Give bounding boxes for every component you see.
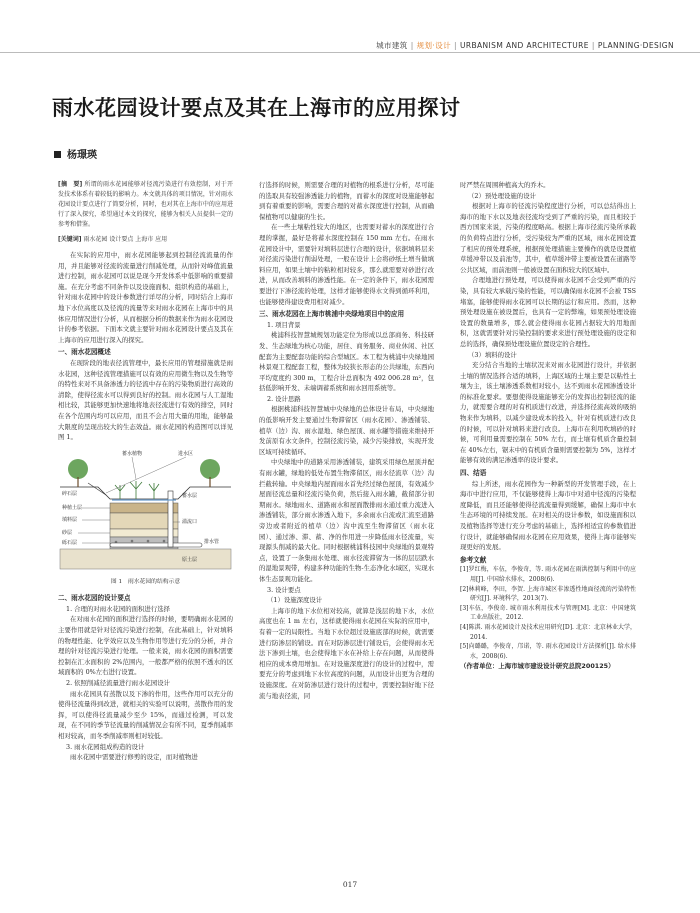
- keywords-label: [关键词]: [58, 236, 82, 243]
- reference-item: [4]陈淇. 雨水花园设计及技术应用研究[D]. 北京：北京林业大学，2014.: [460, 623, 636, 641]
- section-3-3-1-title: （1）设施深度设计: [267, 596, 323, 605]
- section-3-2-title: 2. 设计思路: [267, 394, 301, 403]
- section-3-title: 三、雨水花园在上海市桃浦中央绿地项目中的应用: [259, 310, 405, 319]
- col2-paragraph-4: 上海市的地下水位相对较高，就算是浅层的地下水，水位高度也在 1 m 左右，这样就使得雨水花园在实际的应用中，有着一定的局限性。当地下水位超过设施底部的时候，就需要进行防渗层的铺设。而在对防渗层进行铺设后，会使得雨水无法下渗到土壤，也会使得地下水在补给上存在问题，从而使得相应的成本费用增加。在对设施深度进行的设计的过程中，需要充分的考虑到地下水位高度的问题，从而设计出更为合理的设施深度。在对防渗层进行设计的过程中，需要控制好地下径流与地表径流，同: [259, 606, 434, 700]
- label-plants: 蓄水植物: [122, 450, 143, 457]
- inlet-arrow: [88, 483, 106, 495]
- label-gravel-top: 碎石层: [62, 490, 78, 497]
- col3-subtitle-2: （2）预处理设施的设计: [468, 191, 536, 200]
- rain-garden-svg: [58, 447, 233, 575]
- author-name: 杨璟瑛: [67, 150, 97, 161]
- col3-paragraph-5: 综上所述，雨水花园作为一种新型的开发管理手段，在上海市中进行应用，不仅能够使得上海市中对道中径流的污染程度降低，而且还能够使得径流流量得到缓解，确保上海市中水生态环境的可持续发展。在对相关的设计参数，如设施面积以及植物选择等进行充分考虑的基础上，选择相适宜的参数值进行设计，就能够确保雨水花园在应用效果，使得上海市能够实现更好的发展。: [460, 479, 636, 552]
- section-2-2-title: 2. 依照削减径流量进行雨水花园设计: [66, 679, 170, 688]
- col2-paragraph-3: 中央绿地中的道路采用渗透铺装，建筑采用绿色屋顶并配有雨水罐，绿地的低处布置生物滞留区，雨水径流草（边）沟拦截转输。中央绿地内屋面雨水首先经过绿色屋顶，有效减少屋面径流总量和径流污染负荷，然后接入雨水罐，截留部分初期雨水。绿地雨水、道路雨水和屋面散排雨水通过重力流进入渗透铺装，部分雨水渗透入地下，多余雨水自流或汇流至道路旁边或者附近的植草（边）沟中流至生物滞留区（雨水花园）、通过渗、滞、蓄、净的作用进一步降低雨水径流量，实现源头削减的最大化。同时根据桃浦科技园中央绿地的景观特点，设置了一条集雨水处理、雨水径流滞留为一体的层层跌水的湿地景观带，构建多种功能的生物-生态净化水域区，实现水体生态景观功能化。: [259, 458, 434, 583]
- section-1-text: 在现阶段的地表径流管理中，最长应用的管理措施就是雨水花园，这种径流管理措施可以有效的应用微生物以及生物等的特性来对不具备渗透力的径流中存在的污染物质进行高效的清除，使得径流水可以得到良好的控制。雨水花园与人工湿地相比较，其能够更加快速地将地表径流进行有效的排空，同时在各个范围内均可以应用，而且不会占用大量的用地，能够最大限度的呈现出较大的生态效益。雨水花园的构造图可以详见图 1。: [58, 358, 233, 442]
- label-fill: 填料层: [62, 516, 78, 523]
- abstract-label: [摘 要]: [58, 181, 83, 188]
- label-sand: 砂层: [62, 529, 73, 536]
- section-1-title: 一、雨水花园概述: [58, 348, 111, 357]
- section-2-1-text: 在对雨水花园的面积进行选择的时候，要明确雨水花园的主要作用就是针对径流污染进行控制，在此基础上，针对填料的物理性能、化学效应以及生物作用等进行充分的分析，并合理的针对径流污染进行处理。一般来说，雨水花园的面积需要控制在汇水面积的 2%范围内，一般都严格的依照不透水的区域面积的 0%左右进行设置。: [58, 615, 233, 677]
- figure-caption: 图 1 雨水花园的结构示意: [110, 578, 181, 585]
- overflow-pipe: [168, 491, 173, 547]
- references-title: 参考文献: [460, 555, 487, 564]
- column-1: [58, 180, 233, 763]
- abstract-text: 所谓的雨水花园能够对径流污染进行有效控制，对于开发技术体系有着较低的影响力。本文就具体的项目情况，针对雨水花园设计要点进行了简要分析，同时，也对其在上海市中的应用进行了深入探究，希望通过本文的探究，能够为相关人员提供一定的参考和借鉴。: [58, 181, 233, 228]
- author-affiliation: （作者单位：上海市城市建设设计研究总院200125）: [460, 662, 615, 671]
- reference-item: [5]向璐璐，李俊奇，邝诺，等. 雨水花园设计方法探析[J]. 给水排水，2008(6).: [460, 643, 636, 660]
- figure-rain-garden-diagram: [58, 447, 233, 575]
- col2-paragraph-1: 行选择的时候，则需要合理的对植物的根系进行分析，尽可能的选取具有较强渗透能力的植物，而蓄水的深度对设施能够起到有着重要的影响，需要合理的对蓄水深度进行控制，从而确保植物可以健康的生长。: [259, 181, 434, 221]
- article-title: 雨水花园设计要点及其在上海市的应用探讨: [52, 96, 461, 120]
- col2-paragraph-2: 在一些土壤粘性较大的地区，也需要对蓄水的深度进行合理的掌握，最好是将蓄水深度控制在 150 mm 左右。在雨水花园设计中，需要针对填料层进行合理的设计，依据填料层来对径流污染进行削弱处理，一般在设计上会将砂纸土增当做填料应用，如果土壤中的粘粒相对较多，那么就需要对砂进行改进，从而改善填料的渗透性能。在一定的条件下，雨水花园需要进行下渗径流的处理，这样才能够使得水文得到循环利用，也能够使得建设费用相对减少。: [259, 223, 434, 306]
- tree-trunks: [78, 477, 210, 487]
- drain-pipe: [110, 543, 202, 547]
- author-line: [54, 146, 97, 161]
- section-2-3-text: 雨水花园中需要进行修剪的设定，而对植物进: [70, 753, 198, 762]
- section-2-3-title: 3. 雨水花园组成构造的设计: [66, 742, 145, 751]
- reference-item: [2]林莉峰，李田，李贺. 上海市城区非渗透性地面径流的污染特性研究[J]. 环境科学，2013(7).: [460, 585, 636, 603]
- label-gravel: 砾石层: [62, 539, 78, 546]
- running-header: 城市建筑 | 规划·设计 | URBANISM AND ARCHITECTURE | PLANNING·DESIGN: [376, 41, 674, 50]
- keywords-text: 雨水花园 设计要点 上海市 应用: [83, 236, 168, 243]
- col3-subtitle-3: （3）填料的设计: [468, 350, 517, 359]
- intro-paragraph: 在实际的应用中，雨水花园能够起到控制径流流量的作用，并且能够对径流的流量进行削减处理，从而针对峰值流量进行控制，雨水花园可以说是现今开发体系中低影响的重要措施。在充分考虑不同条件以及设施面积、组织构造的基础上，针对雨水花园中的设计参数进行详尽的分析，同时结合上海市地下水位高度以及径流的流量等来对雨水花园在上海市中的具体应用情况进行分析，从而根据分析的数据来作为雨水花园设计的参考依据。下面本文就主要针对雨水花园设计要点及其在上海市的应用进行深入的探究。: [58, 251, 233, 344]
- header-journal-en: URBANISM AND ARCHITECTURE: [459, 41, 589, 50]
- header-rule: [0, 52, 700, 53]
- label-planting-soil: 种植土层: [62, 504, 83, 511]
- label-soil: 原土层: [182, 556, 198, 563]
- section-2-1-title: 1. 合理的对雨水花园的面积进行选择: [66, 604, 170, 613]
- col3-paragraph-1: 时严禁在周围种植高大的乔木。: [460, 181, 550, 189]
- label-ponding: 蓄水层: [182, 492, 198, 499]
- reference-item: [1]罗红梅，车伍，李俊奇，等. 雨水花园在雨洪控制与利用中的应用[J]. 中国给水排水，2008(6).: [460, 566, 636, 583]
- label-overflow: 溢流口: [182, 518, 198, 525]
- section-3-2-text: 根据桃浦科技智慧城中央绿地的总体设计布局，中央绿地的低影响开发主要通过生物滞留区（雨水花园）、渗透铺装、植草（边）沟、雨水湿地、绿色屋顶、雨水罐等措施来维持开发前原有水文条件，控制径流污染，减少污染排放，实现开发区域可持续循环。: [259, 405, 434, 456]
- header-section-en: PLANNING·DESIGN: [597, 41, 674, 50]
- col3-paragraph-2: 根据对上海市的径流污染程度进行分析，可以总结得出上海市的地下水以及地表径流均受到了严重的污染，而且相较于西方国家来说，污染的程度略高。根据上海市径流污染所承载的负荷特点进行分析，受污染较为严重的区域，雨水花园设置了相应的预处理系统，根据预处理措施主要操作的就是设置植草缓冲带以及前池等，其中，植草缓冲带主要被设置在道路等公共区域，而前池则一般被设置在面积较大的区域中。: [460, 202, 636, 274]
- section-2-title: 二、雨水花园的设计要点: [58, 594, 131, 603]
- column-2: [259, 180, 434, 701]
- col3-paragraph-4: 充分结合当地的土壤状况来对雨水花园进行设计，并依据土壤的情况选择合适的填料，上海区域的土壤主要是以粘性土壤为主，该土壤渗透系数相对较小，达不到雨水花园渗透设计的标准化要求。要想使得设施能够充分的发挥出控制径流的能力，就需要合理的对有机质进行改进，并选择径流高效的吸纳物来作为填料，以减少建设成本的投入，针对有机质进行改良的时候，可以针对填料来进行改良。上海市在利用吹填砂的时候，可利用量需要控制在 50% 左右，而土壤有机质含量控制在 40%左右，锯末中的有机质含量则需要控制为 5%，这样才能够有效的满足渗透率的设计要求。: [460, 361, 636, 465]
- abstract: [58, 180, 233, 230]
- column-3: [460, 180, 636, 672]
- author-square-icon: [54, 151, 61, 158]
- section-3-1-text: 桃浦科技智慧城规划功能定位为形成以总部商务、科技研发、生态绿地为核心功能，居住、商务服务、商业休闲、社区配套为主要配套功能的综合型城区。本工程为桃浦中央绿地园林景观工程配套工程，整体为较狭长形态的公共绿地，东西向平均宽度约 300 m，工程合计总面积为 492 006.28 m²，包括低影响开发、未端调蓄系统和雨水回用系统等。: [259, 331, 434, 393]
- label-drain: 排水管: [204, 538, 220, 545]
- section-3-1-title: 1. 项目背景: [267, 320, 301, 329]
- section-2-2-text: 雨水花园具有蒸散以及下渗的作用，这些作用可以充分的使得径流量得到改进，就相关的实验可以说明，蒸散作用的发挥，可以使得径流量减少至少 15%，而通过检测，可以发现，在不同的季节径流量的削减情况会有所不同，夏季削减率相对较高，而冬季削减率则相对较低。: [58, 689, 233, 740]
- plants-group: [115, 481, 159, 499]
- reference-item: [3]车伍，李俊奇. 城市雨水利用技术与管理[M]. 北京：中国建筑工业出版社，2012.: [460, 604, 636, 622]
- section-3-3-title: 3. 设计要点: [267, 585, 301, 594]
- page-number: 017: [342, 880, 358, 889]
- header-section-cn: 规划·设计: [416, 41, 452, 50]
- label-inlet: 进水区: [178, 450, 194, 457]
- header-journal-cn: 城市建筑: [376, 41, 408, 50]
- col3-paragraph-3: 合理地进行预处理，可以使得雨水花园不会受到严重的污染，具有较大承载污染的性能，可以确保雨水花园不会被 TSS 堵塞，能够使得雨水花园可以长期的运行和应用。然而，这种预处理设施在被设置后，也具有一定的弊端，如果预处理设施设置的数量增多，那么就会使得雨水花园占据较大的用地面积，这就需要针对污染控制的要求来进行预处理设施的设定和总的选择，确保预处理设施位置设定的合理性。: [460, 276, 636, 348]
- ground-surface: [60, 487, 231, 499]
- keywords: [58, 235, 233, 245]
- native-soil-layer: [60, 549, 231, 569]
- section-4-title: 四、结语: [460, 469, 487, 478]
